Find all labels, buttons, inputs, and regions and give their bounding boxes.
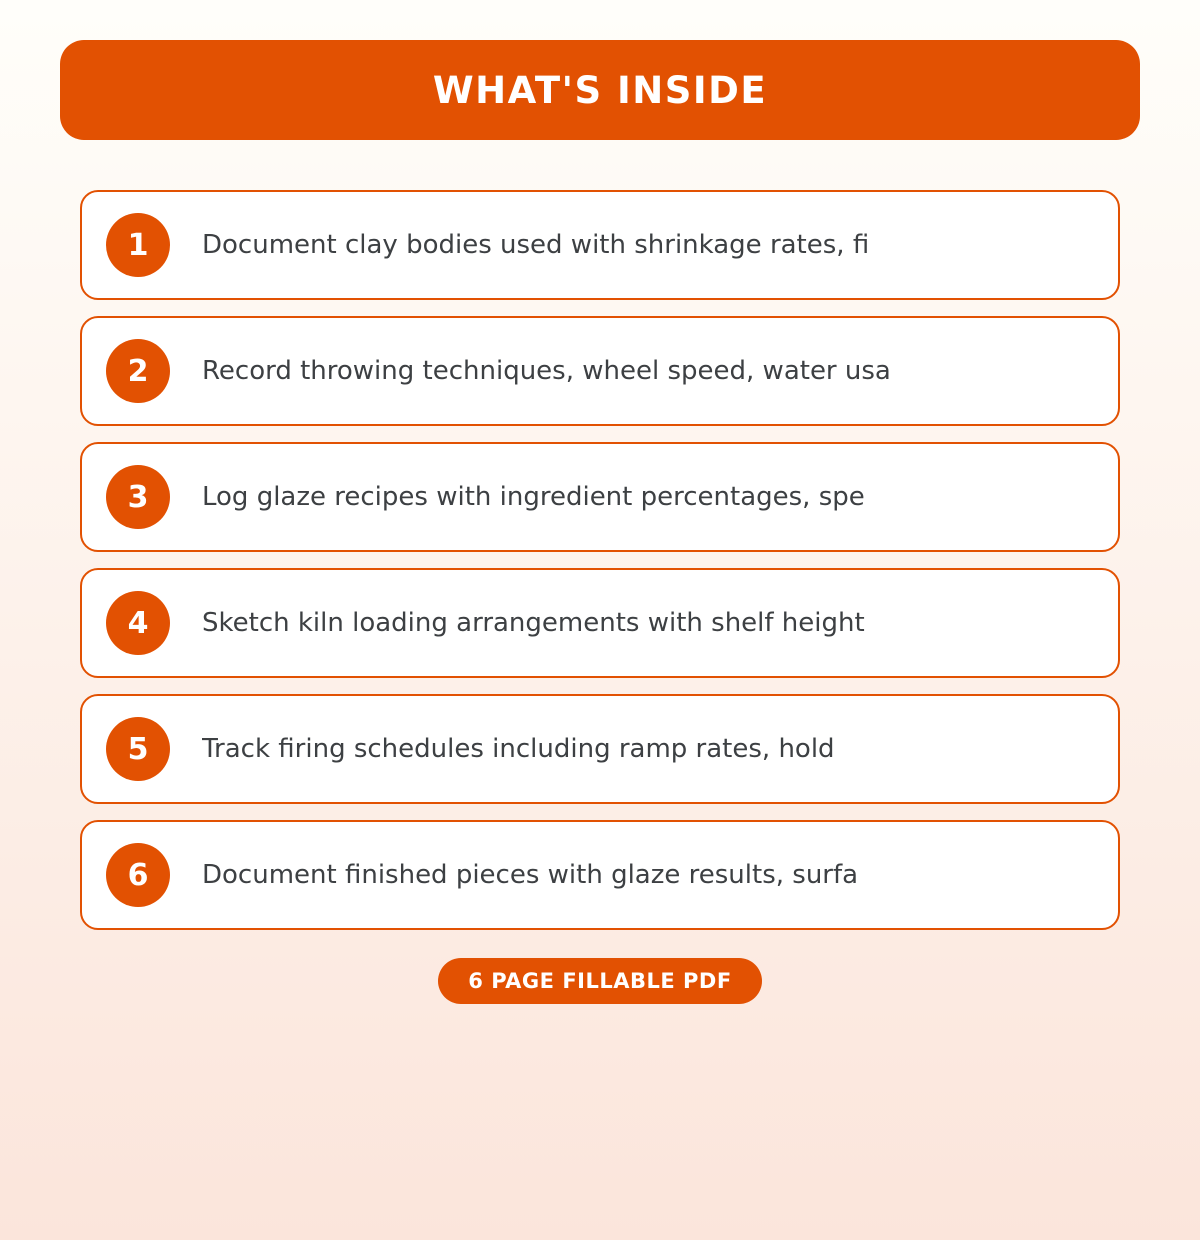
item-number-badge: 4	[106, 591, 170, 655]
header-banner	[60, 40, 1140, 140]
list-item	[80, 190, 1120, 300]
list-item	[80, 442, 1120, 552]
footer-badge-row	[0, 958, 1200, 1004]
page-title: WHAT'S INSIDE	[432, 68, 768, 112]
list-item	[80, 694, 1120, 804]
item-text: Sketch kiln loading arrangements with shelf height	[202, 608, 865, 638]
item-number-badge: 5	[106, 717, 170, 781]
item-number-badge: 3	[106, 465, 170, 529]
item-number-badge: 6	[106, 843, 170, 907]
item-number-badge: 1	[106, 213, 170, 277]
list-item	[80, 568, 1120, 678]
list-item	[80, 820, 1120, 930]
item-text: Document clay bodies used with shrinkage rates, fi	[202, 230, 870, 260]
item-text: Document finished pieces with glaze results, surfa	[202, 860, 859, 890]
item-text: Record throwing techniques, wheel speed, water usa	[202, 356, 891, 386]
item-text: Log glaze recipes with ingredient percentages, spe	[202, 482, 865, 512]
item-text: Track firing schedules including ramp rates, hold	[202, 734, 835, 764]
list-item	[80, 316, 1120, 426]
page-count-badge: 6 PAGE FILLABLE PDF	[438, 958, 761, 1004]
item-number-badge: 2	[106, 339, 170, 403]
items-list	[80, 190, 1120, 930]
